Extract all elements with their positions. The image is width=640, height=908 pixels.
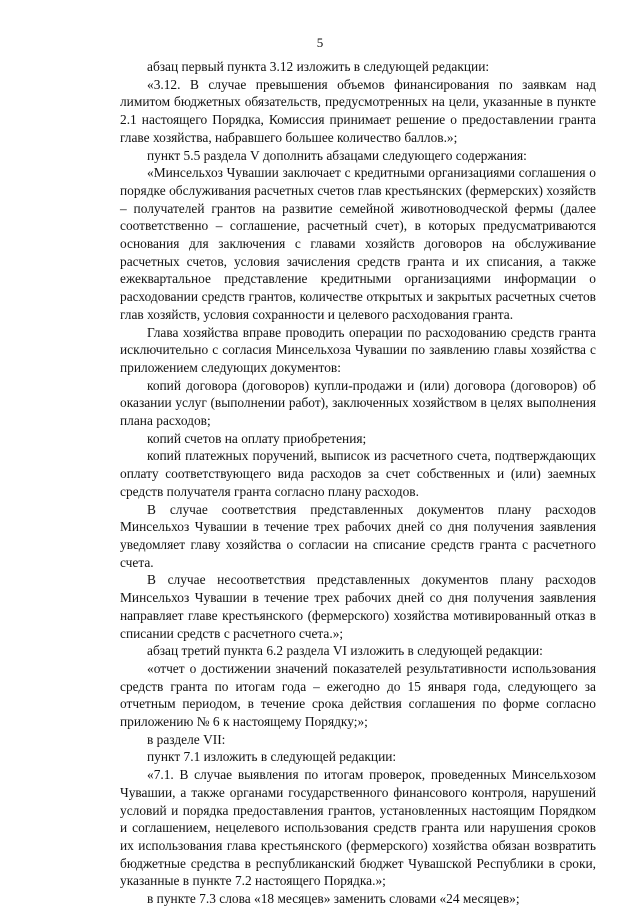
paragraph: В случае соответствия представленных документов плану расходов Минсельхоз Чувашии в течение трех рабочих дней со дня получения заявления уведомляет главу хозяйства о согласии на списание средств гранта с расчетного счета. [120,501,596,570]
paragraph: в разделе VII: [147,731,226,747]
paragraph: копий договора (договоров) купли-продажи и (или) договора (договоров) об оказании услуг (выполнении работ), заключенных хозяйством в целях выполнения плана расходов; [120,377,596,429]
paragraph: пункт 5.5 раздела V дополнить абзацами следующего содержания: [147,147,527,163]
paragraph: абзац первый пункта 3.12 изложить в следующей редакции: [147,59,490,74]
page-number: 5 [316,35,324,50]
paragraph: «7.1. В случае выявления по итогам проверок, проведенных Минсельхозом Чувашии, а также органами государственного финансового контроля, нарушений условий и порядка предоставления грантов, установленных настоящим Порядком и соглашением, нецелевого использования средств гранта или нарушения сроков их использования глава крестьянского (фермерского) хозяйства обязан возвратить бюджетные средства в республиканский бюджет Чувашской Республики в сроки, указанные в пункте 7.2 настоящего Порядка.»; [120,767,596,889]
document-body [120,58,596,908]
paragraph: абзац третий пункта 6.2 раздела VI изложить в следующей редакции: [147,643,543,659]
paragraph: копий платежных поручений, выписок из расчетного счета, подтверждающих оплату соответствующего вида расходов за счет собственных и (или) заемных средств получателя гранта согласно плану расходов. [120,448,596,499]
paragraph: В случае несоответствия представленных документов плану расходов Минсельхоз Чувашии в течение трех рабочих дней со дня получения заявления направляет главе крестьянского (фермерского) хозяйства мотивированный отказ в списании средств с расчетного счета.»; [120,572,596,641]
paragraph: в пункте 7.3 слова «18 месяцев» заменить словами «24 месяцев»; [147,891,520,907]
paragraph: «Минсельхоз Чувашии заключает с кредитными организациями соглашения о порядке обслуживания расчетных счетов глав крестьянских (фермерских) хозяйств – получателей грантов на развитие семейной животноводческой фермы (далее соответственно – соглашение, расчетный счет), в которых предусматриваются основания для заключения с главами хозяйств договоров на обслуживание расчетных счетов, условия зачисления средств гранта и их списания, а также ежеквартальное представление кредитными организациями информации о расходовании средств грантов, количестве открытых и закрытых расчетных счетов глав хозяйств, условия сохранности и целевого расходования гранта. [120,165,596,322]
paragraph: пункт 7.1 изложить в следующей редакции: [147,749,397,765]
paragraph: «отчет о достижении значений показателей результативности использования средств гранта по итогам года – ежегодно до 15 января года, следующего за отчетным периодом, в течение срока действия соглашения по форме согласно приложению № 6 к настоящему Порядку;»; [120,660,596,730]
paragraph: «3.12. В случае превышения объемов финансирования по заявкам над лимитом бюджетных обязательств, предусмотренных на цели, указанные в пункте 2.1 настоящего Порядка, Комиссия принимает решение о предоставлении гранта главе хозяйства, набравшего большее количество баллов.»; [120,76,596,145]
paragraph: копий счетов на оплату приобретения; [147,430,367,446]
paragraph: Глава хозяйства вправе проводить операции по расходованию средств гранта исключительно с согласия Минсельхоза Чувашии по заявлению главы хозяйства с приложением следующих документов: [120,324,596,375]
